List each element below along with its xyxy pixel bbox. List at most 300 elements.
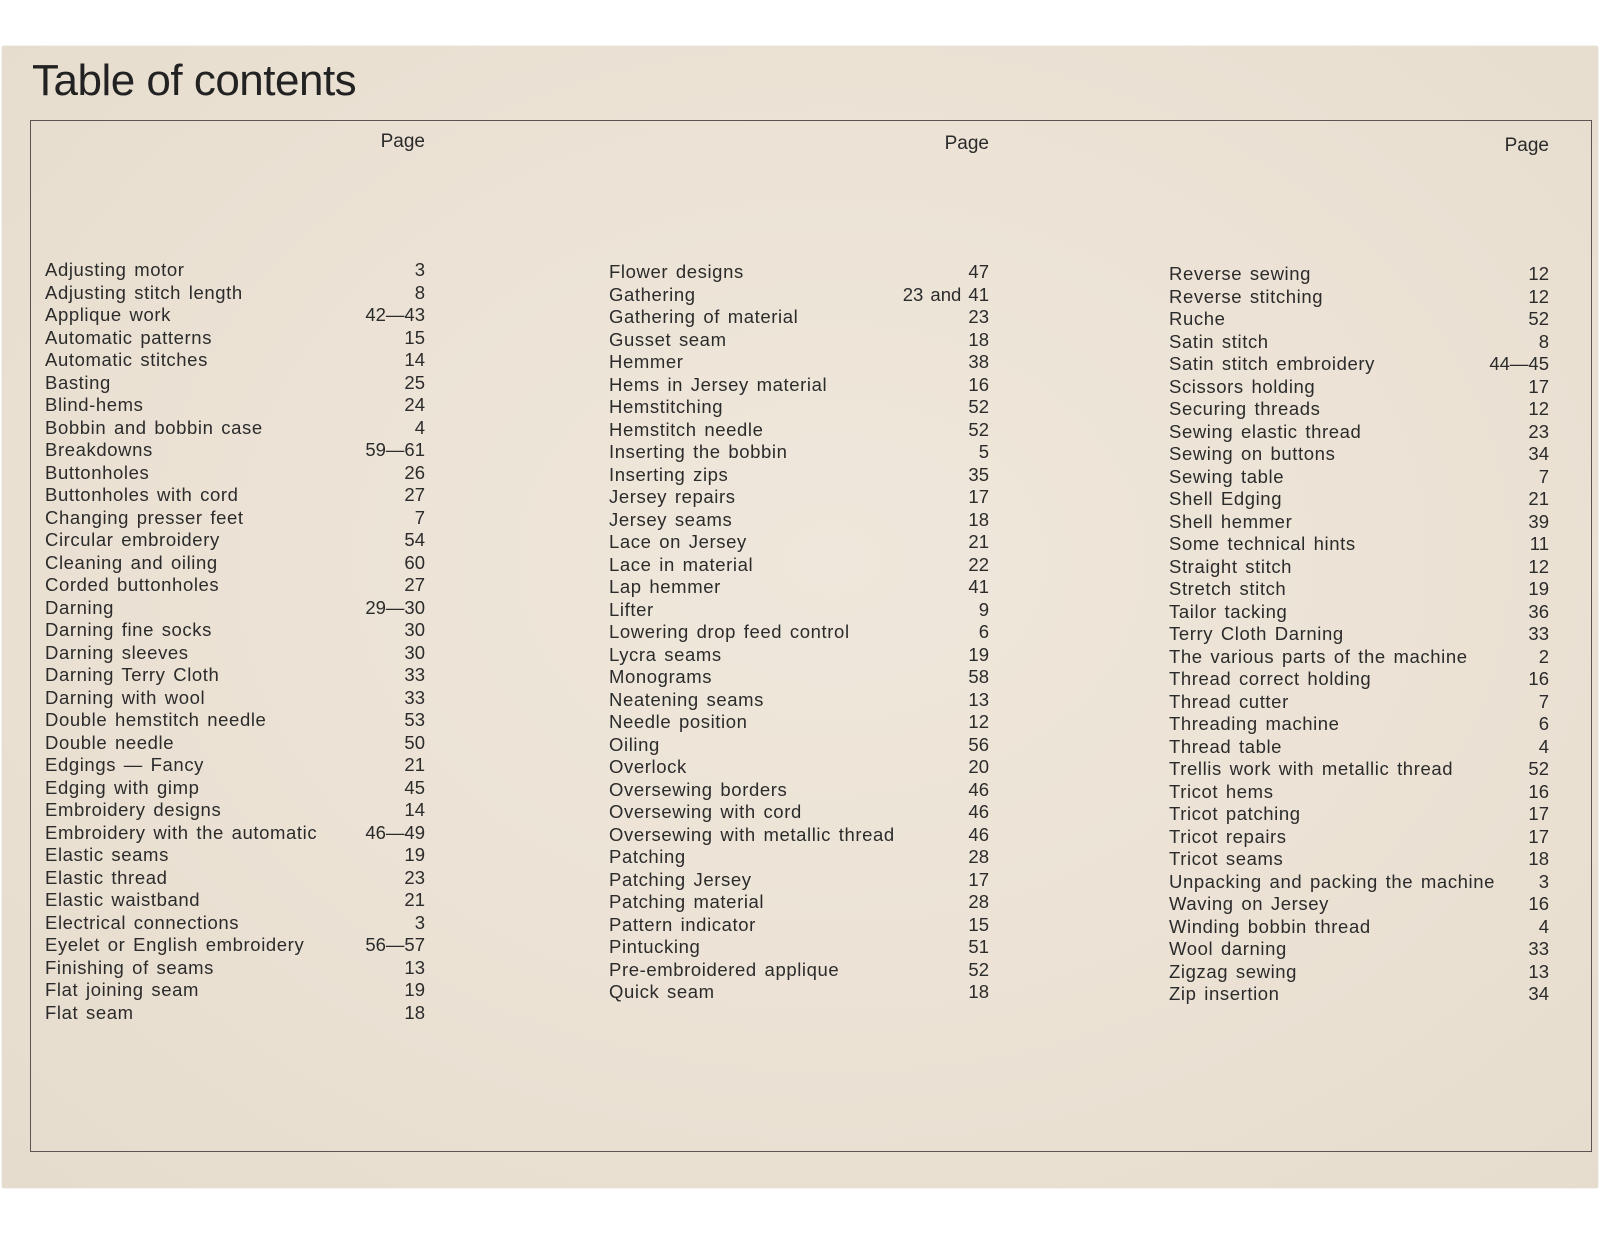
entry-label: Waving on Jersey xyxy=(1169,893,1329,914)
entry-page-number: 30 xyxy=(404,641,425,663)
toc-entry xyxy=(45,979,425,1002)
entry-page-number: 18 xyxy=(1528,848,1549,869)
entry-page-number: 12 xyxy=(1528,263,1549,284)
entry-label: Wool darning xyxy=(1169,938,1287,959)
toc-entry xyxy=(609,576,989,599)
toc-entry xyxy=(609,666,989,689)
toc-entry xyxy=(1169,803,1549,826)
entry-label: Some technical hints xyxy=(1169,533,1356,554)
entry-label: Hemstitching xyxy=(609,396,724,417)
entry-label: Breakdowns xyxy=(45,439,153,460)
entry-page-number: 52 xyxy=(1528,308,1549,329)
entry-page-number: 39 xyxy=(1528,510,1549,532)
entry-label: Lifter xyxy=(609,598,654,620)
entry-label: Reverse stitching xyxy=(1169,285,1324,307)
entry-label: Zip insertion xyxy=(1169,983,1280,1004)
toc-entry xyxy=(609,306,989,329)
entry-page-number: 17 xyxy=(1528,375,1549,397)
entry-label: Satin stitch xyxy=(1169,330,1269,352)
toc-entry xyxy=(609,824,989,847)
entry-page-number: 19 xyxy=(968,643,989,665)
toc-entry xyxy=(45,844,425,867)
entry-page-number: 3 xyxy=(1538,870,1549,892)
entry-label: Corded buttonholes xyxy=(45,574,220,595)
entry-page-number: 7 xyxy=(1538,690,1549,712)
entry-page-number: 16 xyxy=(1528,780,1549,802)
entry-label: Embroidery designs xyxy=(45,799,222,820)
entry-page-number: 20 xyxy=(968,756,989,777)
toc-entry xyxy=(1169,938,1549,961)
entry-page-number: 42—43 xyxy=(365,304,425,325)
entry-label: Darning fine socks xyxy=(45,619,212,640)
toc-entry xyxy=(1169,308,1549,331)
entry-label: Automatic stitches xyxy=(45,349,208,370)
entry-page-number: 12 xyxy=(1528,285,1549,307)
entry-label: Circular embroidery xyxy=(45,529,220,550)
toc-entry xyxy=(1169,646,1549,669)
toc-entry xyxy=(45,597,425,620)
entry-page-number: 23 and 41 xyxy=(902,283,989,305)
page-column-heading: Page xyxy=(380,131,425,152)
toc-entry xyxy=(45,709,425,732)
toc-entry xyxy=(45,642,425,665)
entry-label: Cleaning and oiling xyxy=(45,551,218,573)
entry-label: Pintucking xyxy=(609,936,701,957)
entry-label: Neatening seams xyxy=(609,688,764,710)
toc-entry xyxy=(45,552,425,575)
entry-page-number: 9 xyxy=(978,598,989,620)
entry-page-number: 24 xyxy=(404,394,425,415)
entry-label: Darning sleeves xyxy=(45,641,189,663)
entry-label: Terry Cloth Darning xyxy=(1169,623,1344,644)
toc-entry xyxy=(45,687,425,710)
toc-entry xyxy=(45,394,425,417)
entry-page-number: 47 xyxy=(968,261,989,282)
toc-entry xyxy=(1169,443,1549,466)
toc-entry xyxy=(45,529,425,552)
entry-label: Darning Terry Cloth xyxy=(45,664,220,685)
entry-label: Hems in Jersey material xyxy=(609,373,828,395)
toc-entry xyxy=(1169,601,1549,624)
entry-label: Changing presser feet xyxy=(45,506,244,528)
entry-label: Sewing table xyxy=(1169,465,1285,487)
toc-entry xyxy=(45,1002,425,1025)
entry-page-number: 7 xyxy=(1538,465,1549,487)
entry-label: Pre-embroidered applique xyxy=(609,958,840,980)
toc-entry xyxy=(1169,961,1549,984)
toc-entry xyxy=(45,574,425,597)
entry-page-number: 16 xyxy=(1528,668,1549,689)
entry-page-number: 19 xyxy=(404,844,425,865)
toc-entry xyxy=(609,981,989,1004)
toc-entry xyxy=(609,644,989,667)
entry-page-number: 53 xyxy=(404,709,425,730)
entry-page-number: 52 xyxy=(968,396,989,417)
entry-page-number: 44—45 xyxy=(1489,353,1549,374)
entry-label: Oversewing with cord xyxy=(609,801,802,822)
toc-entry xyxy=(609,734,989,757)
toc-entry xyxy=(1169,353,1549,376)
entry-label: Bobbin and bobbin case xyxy=(45,416,263,438)
entry-page-number: 50 xyxy=(404,731,425,753)
entry-page-number: 21 xyxy=(1528,488,1549,509)
entry-label: Lace in material xyxy=(609,553,754,575)
entry-page-number: 18 xyxy=(968,508,989,530)
entry-page-number: 28 xyxy=(968,846,989,867)
entry-page-number: 12 xyxy=(968,711,989,732)
entry-page-number: 17 xyxy=(1528,803,1549,824)
entry-page-number: 4 xyxy=(1538,915,1549,937)
entry-page-number: 25 xyxy=(404,371,425,393)
contents-frame xyxy=(30,120,1592,1152)
toc-entry xyxy=(45,282,425,305)
entry-label: Flat joining seam xyxy=(45,979,200,1000)
entry-page-number: 23 xyxy=(404,866,425,888)
entry-page-number: 46—49 xyxy=(365,821,425,843)
entry-label: Double hemstitch needle xyxy=(45,709,267,730)
toc-entry xyxy=(1169,668,1549,691)
toc-entry xyxy=(1169,848,1549,871)
entry-page-number: 45 xyxy=(404,776,425,798)
entry-page-number: 12 xyxy=(1528,555,1549,577)
entry-label: Shell Edging xyxy=(1169,488,1283,509)
toc-entry xyxy=(45,889,425,912)
page-column-heading: Page xyxy=(1504,135,1549,156)
entry-page-number: 8 xyxy=(414,281,425,303)
entry-label: Oversewing with metallic thread xyxy=(609,823,895,845)
entry-label: Elastic seams xyxy=(45,844,169,865)
entry-page-number: 33 xyxy=(1528,938,1549,959)
entry-label: Scissors holding xyxy=(1169,375,1316,397)
entry-page-number: 52 xyxy=(968,418,989,440)
toc-entry xyxy=(1169,376,1549,399)
entry-label: Darning xyxy=(45,596,114,618)
entry-label: Adjusting motor xyxy=(45,259,185,280)
toc-entry xyxy=(609,689,989,712)
toc-entry xyxy=(45,799,425,822)
entry-label: Buttonholes with cord xyxy=(45,484,239,505)
entry-label: Needle position xyxy=(609,711,748,732)
toc-entry xyxy=(609,441,989,464)
entry-label: Inserting the bobbin xyxy=(609,441,788,462)
entry-page-number: 46 xyxy=(968,801,989,822)
entry-label: Monograms xyxy=(609,666,713,687)
toc-entry xyxy=(1169,556,1549,579)
entry-label: Gusset seam xyxy=(609,328,727,350)
toc-entry xyxy=(45,822,425,845)
entry-label: Elastic thread xyxy=(45,866,168,888)
toc-entry xyxy=(1169,758,1549,781)
toc-entry xyxy=(1169,263,1549,286)
entry-label: Tailor tacking xyxy=(1169,600,1288,622)
entry-page-number: 27 xyxy=(404,574,425,595)
toc-entry xyxy=(609,869,989,892)
entry-page-number: 18 xyxy=(968,981,989,1002)
entry-page-number: 22 xyxy=(968,553,989,575)
entry-label: Flower designs xyxy=(609,261,744,282)
entry-label: Adjusting stitch length xyxy=(45,281,243,303)
entry-page-number: 4 xyxy=(1538,735,1549,757)
entry-label: Eyelet or English embroidery xyxy=(45,934,305,955)
entry-label: Ruche xyxy=(1169,308,1226,329)
entry-label: Embroidery with the automatic xyxy=(45,821,318,843)
entry-label: Basting xyxy=(45,371,111,393)
entry-page-number: 23 xyxy=(968,306,989,327)
toc-entry xyxy=(609,351,989,374)
entry-page-number: 34 xyxy=(1528,443,1549,464)
entry-page-number: 13 xyxy=(404,956,425,978)
toc-entry xyxy=(1169,533,1549,556)
entry-page-number: 17 xyxy=(968,868,989,890)
toc-entry xyxy=(609,284,989,307)
toc-entry xyxy=(609,621,989,644)
toc-entry xyxy=(45,664,425,687)
page-column-heading: Page xyxy=(944,133,989,154)
toc-entry xyxy=(45,304,425,327)
toc-entry xyxy=(1169,781,1549,804)
entry-label: Elastic waistband xyxy=(45,889,201,910)
toc-entry xyxy=(1169,691,1549,714)
entry-label: Gathering of material xyxy=(609,306,799,327)
toc-entry xyxy=(45,372,425,395)
entry-label: Shell hemmer xyxy=(1169,510,1293,532)
entry-label: Winding bobbin thread xyxy=(1169,915,1371,937)
entry-page-number: 56 xyxy=(968,733,989,755)
entry-page-number: 6 xyxy=(1538,713,1549,734)
entry-list xyxy=(609,261,989,1004)
entry-page-number: 21 xyxy=(404,889,425,910)
entry-label: Tricot seams xyxy=(1169,848,1284,869)
toc-entry xyxy=(1169,736,1549,759)
entry-page-number: 51 xyxy=(968,936,989,957)
entry-page-number: 21 xyxy=(968,531,989,552)
entry-label: Hemmer xyxy=(609,351,684,372)
toc-entry xyxy=(45,619,425,642)
toc-entry xyxy=(609,464,989,487)
entry-page-number: 33 xyxy=(404,686,425,708)
entry-label: Patching material xyxy=(609,891,765,912)
entry-label: Gathering xyxy=(609,283,696,305)
entry-page-number: 3 xyxy=(414,259,425,280)
page-title: Table of contents xyxy=(32,56,357,105)
entry-label: Electrical connections xyxy=(45,911,240,933)
entry-page-number: 56—57 xyxy=(365,934,425,955)
toc-entry xyxy=(1169,488,1549,511)
entry-label: Jersey seams xyxy=(609,508,733,530)
toc-entry xyxy=(609,486,989,509)
toc-entry xyxy=(609,711,989,734)
toc-entry xyxy=(1169,331,1549,354)
document-page xyxy=(2,46,1598,1188)
toc-entry xyxy=(609,779,989,802)
entry-label: Unpacking and packing the machine xyxy=(1169,870,1496,892)
toc-entry xyxy=(45,777,425,800)
entry-label: Threading machine xyxy=(1169,713,1340,734)
toc-entry xyxy=(45,439,425,462)
entry-page-number: 13 xyxy=(968,688,989,710)
toc-entry xyxy=(609,891,989,914)
entry-label: Patching Jersey xyxy=(609,868,752,890)
entry-label: Edging with gimp xyxy=(45,776,200,798)
entry-label: Tricot hems xyxy=(1169,780,1274,802)
entry-page-number: 26 xyxy=(404,461,425,483)
entry-page-number: 16 xyxy=(1528,893,1549,914)
entry-label: Oversewing borders xyxy=(609,778,788,800)
entry-page-number: 6 xyxy=(978,621,989,642)
toc-entry xyxy=(609,914,989,937)
entry-label: The various parts of the machine xyxy=(1169,645,1468,667)
entry-page-number: 33 xyxy=(404,664,425,685)
entry-page-number: 14 xyxy=(404,349,425,370)
entry-page-number: 29—30 xyxy=(365,596,425,618)
entry-page-number: 58 xyxy=(968,666,989,687)
entry-label: Lace on Jersey xyxy=(609,531,747,552)
entry-list xyxy=(1169,263,1549,1006)
toc-entry xyxy=(45,349,425,372)
entry-label: Thread correct holding xyxy=(1169,668,1372,689)
entry-page-number: 4 xyxy=(414,416,425,438)
entry-page-number: 52 xyxy=(968,958,989,980)
entry-label: Reverse sewing xyxy=(1169,263,1312,284)
entry-page-number: 46 xyxy=(968,823,989,845)
entry-label: Oiling xyxy=(609,733,660,755)
entry-page-number: 19 xyxy=(404,979,425,1000)
toc-entry xyxy=(609,396,989,419)
entry-page-number: 38 xyxy=(968,351,989,372)
entry-page-number: 16 xyxy=(968,373,989,395)
entry-label: Lowering drop feed control xyxy=(609,621,850,642)
entry-page-number: 59—61 xyxy=(365,439,425,460)
entry-label: Blind-hems xyxy=(45,394,144,415)
entry-label: Overlock xyxy=(609,756,687,777)
entry-page-number: 2 xyxy=(1538,645,1549,667)
entry-page-number: 15 xyxy=(968,913,989,935)
entry-page-number: 8 xyxy=(1538,330,1549,352)
entry-page-number: 34 xyxy=(1528,983,1549,1004)
entry-page-number: 30 xyxy=(404,619,425,640)
entry-label: Lap hemmer xyxy=(609,576,721,597)
toc-entry xyxy=(1169,421,1549,444)
toc-entry xyxy=(609,374,989,397)
entry-label: Satin stitch embroidery xyxy=(1169,353,1375,374)
entry-page-number: 35 xyxy=(968,463,989,485)
entry-list xyxy=(45,259,425,1024)
toc-entry xyxy=(609,509,989,532)
entry-label: Tricot repairs xyxy=(1169,825,1287,847)
entry-page-number: 28 xyxy=(968,891,989,912)
entry-label: Pattern indicator xyxy=(609,913,756,935)
toc-entry xyxy=(609,261,989,284)
toc-entry xyxy=(609,936,989,959)
toc-entry xyxy=(609,554,989,577)
entry-label: Hemstitch needle xyxy=(609,418,764,440)
toc-entry xyxy=(1169,826,1549,849)
entry-page-number: 21 xyxy=(404,754,425,775)
toc-entry xyxy=(609,801,989,824)
entry-label: Flat seam xyxy=(45,1001,134,1023)
toc-entry xyxy=(45,754,425,777)
entry-page-number: 13 xyxy=(1528,960,1549,982)
entry-page-number: 18 xyxy=(404,1001,425,1023)
entry-page-number: 14 xyxy=(404,799,425,820)
toc-entry xyxy=(1169,623,1549,646)
entry-label: Finishing of seams xyxy=(45,956,215,978)
toc-entry xyxy=(45,912,425,935)
toc-entry xyxy=(45,327,425,350)
entry-page-number: 7 xyxy=(414,506,425,528)
entry-page-number: 19 xyxy=(1528,578,1549,599)
toc-entry xyxy=(45,417,425,440)
toc-entry xyxy=(45,867,425,890)
entry-label: Double needle xyxy=(45,731,175,753)
entry-page-number: 15 xyxy=(404,326,425,348)
entry-page-number: 17 xyxy=(968,486,989,507)
entry-page-number: 11 xyxy=(1529,533,1549,554)
toc-entry xyxy=(609,959,989,982)
toc-entry xyxy=(1169,713,1549,736)
toc-entry xyxy=(609,756,989,779)
toc-entry xyxy=(45,484,425,507)
entry-label: Patching xyxy=(609,846,686,867)
entry-label: Thread cutter xyxy=(1169,690,1289,712)
entry-label: Sewing elastic thread xyxy=(1169,420,1362,442)
entry-label: Zigzag sewing xyxy=(1169,960,1298,982)
toc-entry xyxy=(1169,286,1549,309)
entry-page-number: 5 xyxy=(978,441,989,462)
entry-label: Darning with wool xyxy=(45,686,206,708)
toc-entry xyxy=(609,599,989,622)
entry-page-number: 12 xyxy=(1528,398,1549,419)
entry-label: Tricot patching xyxy=(1169,803,1301,824)
entry-label: Trellis work with metallic thread xyxy=(1169,758,1454,779)
toc-entry xyxy=(609,531,989,554)
entry-label: Thread table xyxy=(1169,735,1283,757)
entry-label: Edgings — Fancy xyxy=(45,754,205,775)
entry-page-number: 17 xyxy=(1528,825,1549,847)
toc-entry xyxy=(1169,578,1549,601)
toc-entry xyxy=(1169,398,1549,421)
entry-label: Automatic patterns xyxy=(45,326,213,348)
entry-label: Sewing on buttons xyxy=(1169,443,1336,464)
toc-entry xyxy=(45,462,425,485)
entry-label: Inserting zips xyxy=(609,463,729,485)
entry-label: Buttonholes xyxy=(45,461,150,483)
entry-label: Stretch stitch xyxy=(1169,578,1287,599)
entry-page-number: 46 xyxy=(968,778,989,800)
toc-entry xyxy=(1169,511,1549,534)
entry-page-number: 36 xyxy=(1528,600,1549,622)
toc-entry xyxy=(45,732,425,755)
toc-entry xyxy=(1169,893,1549,916)
entry-label: Straight stitch xyxy=(1169,555,1293,577)
entry-page-number: 23 xyxy=(1528,420,1549,442)
toc-entry xyxy=(609,846,989,869)
entry-page-number: 60 xyxy=(404,551,425,573)
entry-label: Lycra seams xyxy=(609,643,722,665)
entry-label: Jersey repairs xyxy=(609,486,736,507)
entry-label: Quick seam xyxy=(609,981,715,1002)
entry-page-number: 33 xyxy=(1528,623,1549,644)
toc-entry xyxy=(1169,916,1549,939)
entry-page-number: 54 xyxy=(404,529,425,550)
entry-label: Securing threads xyxy=(1169,398,1321,419)
toc-entry xyxy=(609,419,989,442)
entry-page-number: 3 xyxy=(414,911,425,933)
entry-page-number: 27 xyxy=(404,484,425,505)
toc-entry xyxy=(1169,871,1549,894)
toc-entry xyxy=(45,259,425,282)
entry-page-number: 18 xyxy=(968,328,989,350)
